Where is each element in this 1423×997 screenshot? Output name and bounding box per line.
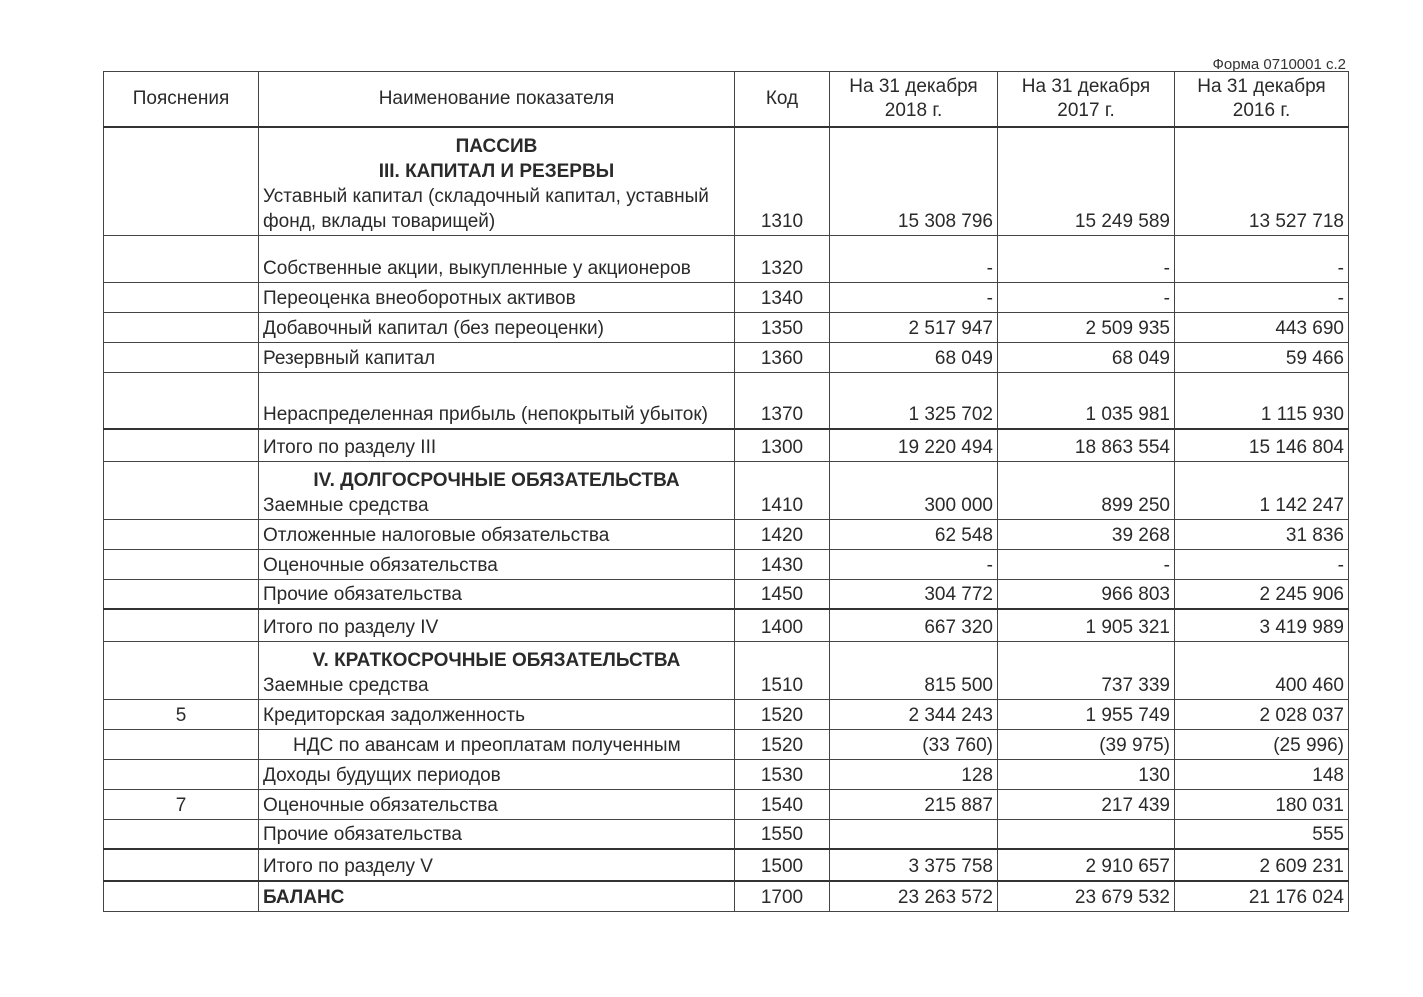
cell-value-2016: - (1175, 235, 1349, 282)
table-body (104, 127, 1349, 911)
cell-name: Отложенные налоговые обязательства (259, 519, 735, 549)
table-row (104, 729, 1349, 759)
form-label: Форма 0710001 с.2 (1212, 56, 1346, 73)
cell-value-2017: 18 863 554 (998, 429, 1175, 461)
table-row (104, 699, 1349, 729)
cell-value-2017: 2 509 935 (998, 312, 1175, 342)
cell-value-2017: 1 905 321 (998, 609, 1175, 641)
col-header-notes: Пояснения (104, 72, 259, 128)
cell-name: Собственные акции, выкупленные у акционеров (259, 235, 735, 282)
cell-value-2016: 400 460 (1175, 641, 1349, 699)
table-row (104, 461, 1349, 519)
cell-notes (104, 519, 259, 549)
cell-value-2017: 1 955 749 (998, 699, 1175, 729)
cell-value-2016: - (1175, 549, 1349, 579)
cell-notes (104, 372, 259, 429)
cell-notes (104, 429, 259, 461)
cell-value-2016: 1 142 247 (1175, 461, 1349, 519)
cell-name: БАЛАНС (259, 881, 735, 911)
cell-value-2018: - (830, 549, 998, 579)
cell-value-2017: - (998, 549, 1175, 579)
cell-code: 1350 (735, 312, 830, 342)
cell-value-2017: 23 679 532 (998, 881, 1175, 911)
cell-code: 1310 (735, 127, 830, 235)
cell-code: 1320 (735, 235, 830, 282)
cell-value-2018: 15 308 796 (830, 127, 998, 235)
table-row (104, 759, 1349, 789)
cell-value-2017: 130 (998, 759, 1175, 789)
cell-value-2016: 3 419 989 (1175, 609, 1349, 641)
cell-value-2017: 68 049 (998, 342, 1175, 372)
col-header-2016: На 31 декабря 2016 г. (1175, 72, 1349, 128)
cell-notes (104, 729, 259, 759)
cell-name (259, 461, 735, 519)
cell-value-2018: (33 760) (830, 729, 998, 759)
table-row (104, 641, 1349, 699)
cell-notes: 5 (104, 699, 259, 729)
cell-name: Итого по разделу IV (259, 609, 735, 641)
cell-code: 1550 (735, 819, 830, 849)
cell-value-2018: - (830, 282, 998, 312)
cell-code: 1300 (735, 429, 830, 461)
table-row (104, 579, 1349, 609)
cell-notes (104, 759, 259, 789)
cell-notes (104, 127, 259, 235)
cell-value-2018: 304 772 (830, 579, 998, 609)
cell-code: 1410 (735, 461, 830, 519)
cell-notes (104, 461, 259, 519)
cell-value-2016: 180 031 (1175, 789, 1349, 819)
cell-value-2016: 443 690 (1175, 312, 1349, 342)
cell-value-2016: 148 (1175, 759, 1349, 789)
cell-value-2016: 2 028 037 (1175, 699, 1349, 729)
section-heading: V. КРАТКОСРОЧНЫЕ ОБЯЗАТЕЛЬСТВА (312, 649, 681, 671)
cell-code: 1540 (735, 789, 830, 819)
cell-code: 1520 (735, 699, 830, 729)
table-row (104, 881, 1349, 911)
cell-value-2018: 3 375 758 (830, 849, 998, 881)
cell-value-2016: - (1175, 282, 1349, 312)
table-row (104, 282, 1349, 312)
balance-sheet-table (103, 71, 1349, 912)
cell-value-2016: 1 115 930 (1175, 372, 1349, 429)
table-row (104, 609, 1349, 641)
col-header-2017: На 31 декабря 2017 г. (998, 72, 1175, 128)
cell-notes (104, 312, 259, 342)
cell-code: 1500 (735, 849, 830, 881)
table-row (104, 549, 1349, 579)
table-row (104, 235, 1349, 282)
cell-notes (104, 282, 259, 312)
cell-value-2017: 737 339 (998, 641, 1175, 699)
cell-value-2018: 815 500 (830, 641, 998, 699)
cell-name: Итого по разделу III (259, 429, 735, 461)
cell-value-2018: - (830, 235, 998, 282)
cell-name: Оценочные обязательства (259, 789, 735, 819)
cell-notes: 7 (104, 789, 259, 819)
table-row (104, 372, 1349, 429)
cell-value-2017: - (998, 282, 1175, 312)
cell-value-2018: 1 325 702 (830, 372, 998, 429)
cell-value-2016: (25 996) (1175, 729, 1349, 759)
cell-notes (104, 342, 259, 372)
cell-value-2018: 19 220 494 (830, 429, 998, 461)
cell-name: Добавочный капитал (без переоценки) (259, 312, 735, 342)
cell-name: НДС по авансам и преоплатам полученным (259, 729, 735, 759)
cell-code: 1450 (735, 579, 830, 609)
cell-name: Нераспределенная прибыль (непокрытый убыток) (259, 372, 735, 429)
cell-code: 1520 (735, 729, 830, 759)
cell-notes (104, 881, 259, 911)
cell-name: Доходы будущих периодов (259, 759, 735, 789)
table-row (104, 519, 1349, 549)
cell-notes (104, 849, 259, 881)
table-header-row (104, 72, 1349, 128)
cell-value-2018: 667 320 (830, 609, 998, 641)
col-header-2018: На 31 декабря 2018 г. (830, 72, 998, 128)
section-heading: ПАССИВ (455, 135, 538, 157)
cell-value-2017: 2 910 657 (998, 849, 1175, 881)
cell-notes (104, 579, 259, 609)
cell-value-2016: 13 527 718 (1175, 127, 1349, 235)
cell-value-2017: 217 439 (998, 789, 1175, 819)
cell-value-2016: 2 609 231 (1175, 849, 1349, 881)
cell-value-2018 (830, 819, 998, 849)
section-heading: IV. ДОЛГОСРОЧНЫЕ ОБЯЗАТЕЛЬСТВА (313, 469, 680, 491)
indicator-name: Уставный капитал (складочный капитал, уставный фонд, вклады товарищей) (263, 185, 709, 232)
cell-value-2016: 21 176 024 (1175, 881, 1349, 911)
cell-name: Итого по разделу V (259, 849, 735, 881)
cell-value-2018: 62 548 (830, 519, 998, 549)
cell-value-2017: 1 035 981 (998, 372, 1175, 429)
table-row (104, 342, 1349, 372)
cell-value-2018: 128 (830, 759, 998, 789)
cell-code: 1510 (735, 641, 830, 699)
cell-value-2016: 31 836 (1175, 519, 1349, 549)
cell-notes (104, 819, 259, 849)
cell-value-2017: 966 803 (998, 579, 1175, 609)
table-row (104, 849, 1349, 881)
cell-value-2018: 68 049 (830, 342, 998, 372)
cell-value-2016: 2 245 906 (1175, 579, 1349, 609)
cell-notes (104, 641, 259, 699)
table-row (104, 127, 1349, 235)
cell-value-2017: 39 268 (998, 519, 1175, 549)
cell-code: 1400 (735, 609, 830, 641)
cell-value-2017 (998, 819, 1175, 849)
cell-name: Кредиторская задолженность (259, 699, 735, 729)
indicator-name: Заемные средства (263, 494, 429, 516)
cell-name: Прочие обязательства (259, 579, 735, 609)
cell-value-2017: 899 250 (998, 461, 1175, 519)
cell-value-2017: 15 249 589 (998, 127, 1175, 235)
cell-notes (104, 235, 259, 282)
cell-name: Переоценка внеоборотных активов (259, 282, 735, 312)
cell-value-2018: 2 344 243 (830, 699, 998, 729)
cell-code: 1530 (735, 759, 830, 789)
cell-code: 1420 (735, 519, 830, 549)
cell-code: 1700 (735, 881, 830, 911)
cell-value-2018: 2 517 947 (830, 312, 998, 342)
cell-value-2017: (39 975) (998, 729, 1175, 759)
cell-notes (104, 549, 259, 579)
cell-code: 1430 (735, 549, 830, 579)
cell-name: Оценочные обязательства (259, 549, 735, 579)
cell-value-2018: 215 887 (830, 789, 998, 819)
table-row (104, 789, 1349, 819)
indicator-name: Заемные средства (263, 674, 429, 696)
cell-name: Резервный капитал (259, 342, 735, 372)
cell-name (259, 127, 735, 235)
cell-value-2016: 15 146 804 (1175, 429, 1349, 461)
cell-notes (104, 609, 259, 641)
cell-value-2016: 59 466 (1175, 342, 1349, 372)
section-heading: III. КАПИТАЛ И РЕЗЕРВЫ (378, 160, 615, 182)
cell-code: 1340 (735, 282, 830, 312)
cell-value-2018: 300 000 (830, 461, 998, 519)
cell-name: Прочие обязательства (259, 819, 735, 849)
cell-value-2016: 555 (1175, 819, 1349, 849)
table-row (104, 819, 1349, 849)
table-row (104, 312, 1349, 342)
table-row (104, 429, 1349, 461)
cell-code: 1360 (735, 342, 830, 372)
cell-code: 1370 (735, 372, 830, 429)
cell-value-2018: 23 263 572 (830, 881, 998, 911)
cell-value-2017: - (998, 235, 1175, 282)
col-header-name: Наименование показателя (259, 72, 735, 128)
cell-name (259, 641, 735, 699)
col-header-code: Код (735, 72, 830, 128)
